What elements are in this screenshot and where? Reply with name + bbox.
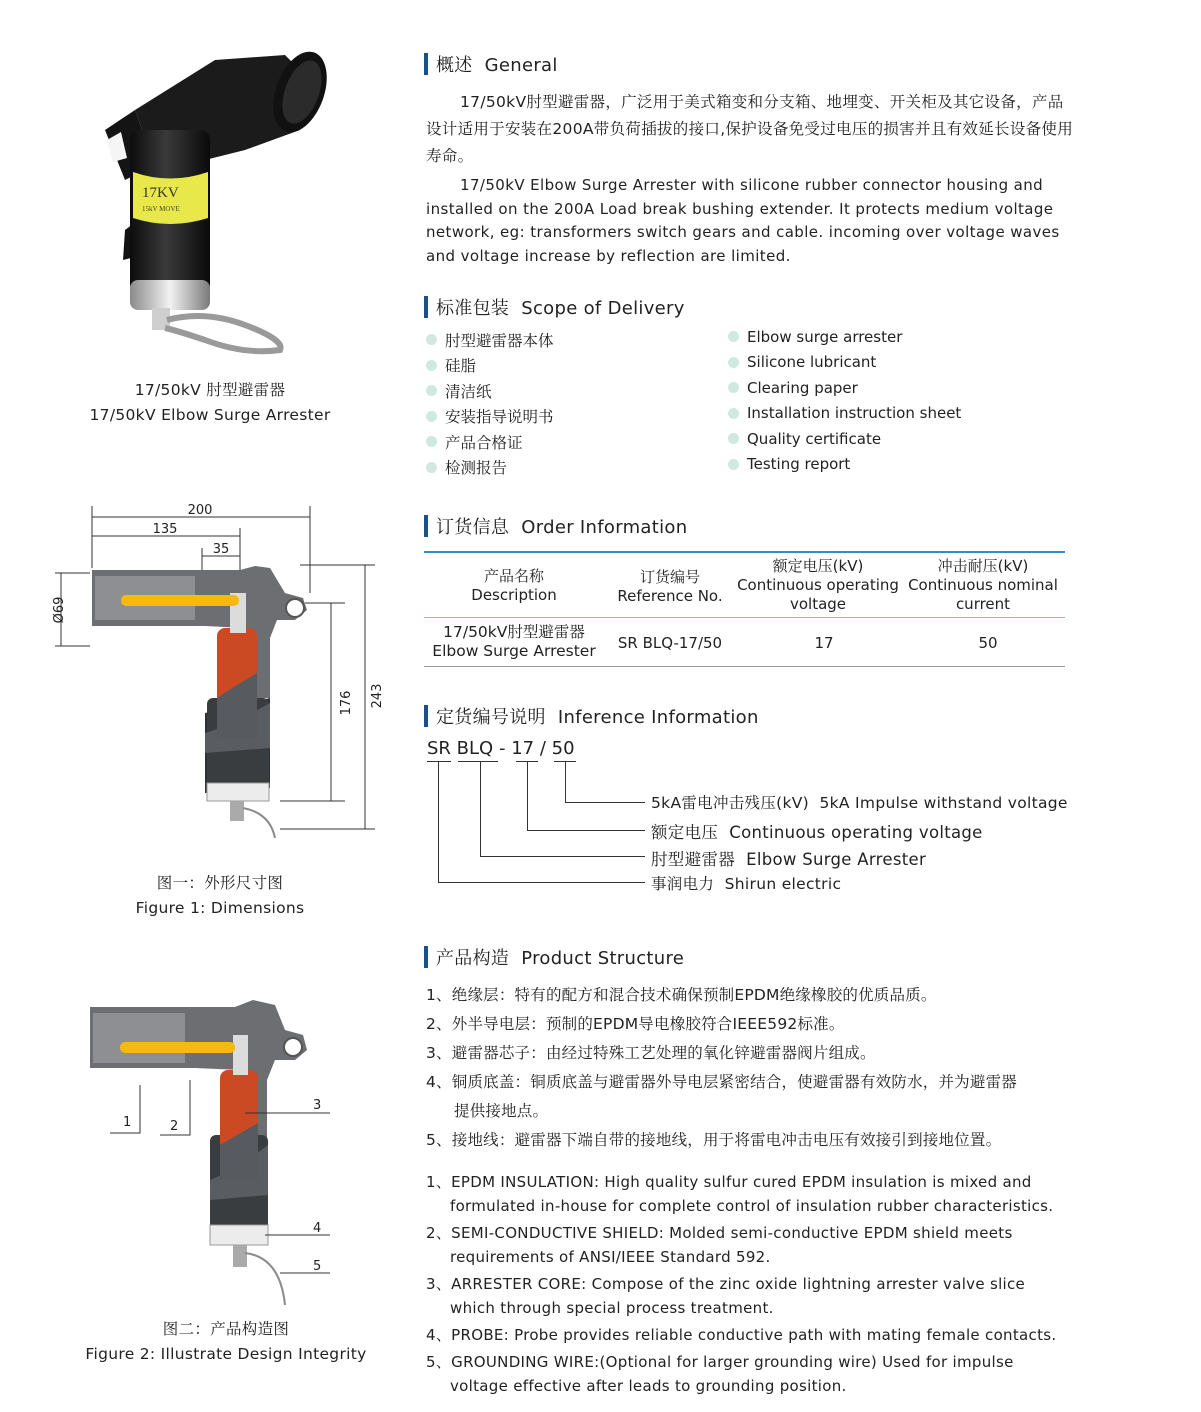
connector-line [480, 762, 481, 856]
list-item: 2、外半导电层：预制的EPDM导电橡胶符合IEEE592标准。 [426, 1015, 845, 1033]
list-item: Silicone lubricant [728, 350, 961, 376]
table-rule-mid [424, 617, 1065, 618]
dim-135: 135 [152, 522, 178, 537]
dim-176: 176 [339, 690, 354, 716]
inference-line-4: 事润电力 Shirun electric [651, 875, 842, 893]
order-header [424, 514, 687, 538]
bullet-icon [728, 331, 739, 342]
section-marker [424, 705, 428, 727]
list-item: 3、避雷器芯子：由经过特殊工艺处理的氧化锌避雷器阀片组成。 [426, 1044, 876, 1062]
cell-description: 17/50kV肘型避雷器 Elbow Surge Arrester [432, 623, 596, 660]
order-title-en: Order Information [521, 517, 688, 538]
cell-reference: SR BLQ-17/50 [617, 634, 723, 652]
bullet-icon [426, 436, 437, 447]
inference-title-en: Inference Information [557, 707, 759, 728]
connector-line [565, 802, 645, 803]
figure2-caption [66, 1317, 386, 1367]
section-marker [424, 296, 428, 318]
list-item: 1、绝缘层：特有的配方和混合技术确保预制EPDM绝缘橡胶的优质品质。 [426, 986, 937, 1004]
table-rule-top [424, 551, 1065, 553]
connector-line [438, 762, 439, 882]
list-item-continued: 提供接地点。 [454, 1102, 549, 1120]
section-marker [424, 946, 428, 968]
header-current: 冲击耐压(kV) Continuous nominal current [908, 557, 1058, 613]
list-item: 4、PROBE: Probe provides reliable conductive path with mating female contacts. [426, 1326, 1057, 1344]
code-underline [458, 761, 498, 762]
delivery-list-cn [426, 327, 554, 480]
product-caption-en: 17/50kV Elbow Surge Arrester [89, 406, 331, 424]
band-text: 17KV [142, 185, 179, 201]
figure2-caption-en: Figure 2: Illustrate Design Integrity [85, 1345, 367, 1363]
list-item: Testing report [728, 452, 961, 478]
list-item: 肘型避雷器本体 [426, 327, 554, 353]
dim-200: 200 [187, 503, 213, 518]
list-item: Clearing paper [728, 375, 961, 401]
callout-3: 3 [313, 1098, 322, 1113]
list-item: 检测报告 [426, 455, 554, 481]
callout-4: 4 [313, 1221, 322, 1236]
list-item: 安装指导说明书 [426, 404, 554, 430]
connector-line [527, 762, 528, 830]
delivery-list-en [728, 324, 961, 477]
structure-header [424, 945, 684, 969]
general-title-cn: 概述 [436, 55, 473, 76]
general-title-en: General [484, 55, 558, 76]
bullet-icon [728, 459, 739, 470]
callout-1: 1 [123, 1115, 132, 1130]
list-item: 3、ARRESTER CORE: Compose of the zinc oxide lightning arrester valve slice which through special process treatment. [426, 1275, 1026, 1317]
bullet-icon [728, 408, 739, 419]
product-photo [95, 40, 340, 370]
connector-line [438, 882, 645, 883]
figure1-caption-en: Figure 1: Dimensions [135, 899, 305, 917]
structure-drawing [85, 995, 335, 1305]
bullet-icon [426, 360, 437, 371]
list-item: 5、接地线：避雷器下端自带的接地线，用于将雷电冲击电压有效接引到接地位置。 [426, 1131, 1002, 1149]
dim-243: 243 [370, 683, 385, 709]
list-item: 产品合格证 [426, 429, 554, 455]
bullet-icon [728, 382, 739, 393]
cell-voltage: 17 [814, 634, 834, 652]
list-item: 清洁纸 [426, 378, 554, 404]
list-item: 2、SEMI-CONDUCTIVE SHIELD: Molded semi-conductive EPDM shield meets requirements of ANSI/IEEE Standard 592. [426, 1224, 1013, 1266]
structure-title-en: Product Structure [521, 948, 685, 969]
general-para-cn: 17/50kV肘型避雷器，广泛用于美式箱变和分支箱、地埋变、开关柜及其它设备，产品设计适用于安装在200A带负荷插拔的接口,保护设备免受过电压的损害并且有效延长设备使用寿命。 [426, 93, 1074, 165]
delivery-header [424, 295, 685, 319]
inference-line-2: 额定电压 Continuous operating voltage [651, 823, 983, 842]
inference-code: SR BLQ - 17 / 50 [427, 738, 575, 759]
figure2-caption-cn: 图二：产品构造图 [162, 1320, 290, 1338]
connector-line [565, 762, 566, 802]
list-item: Elbow surge arrester [728, 324, 961, 350]
structure-list-en [426, 1170, 1086, 1401]
delivery-title-en: Scope of Delivery [521, 298, 685, 319]
list-item: 5、GROUNDING WIRE:(Optional for larger grounding wire) Used for impulse voltage effective after leads to grounding position. [426, 1353, 1014, 1395]
list-item: 4、铜质底盖：铜质底盖与避雷器外导电层紧密结合，使避雷器有效防水，并为避雷器 [426, 1073, 1017, 1091]
code-underline [427, 761, 451, 762]
product-caption [60, 378, 360, 428]
order-title-cn: 订货信息 [436, 517, 510, 538]
dimensions-drawing [45, 498, 395, 838]
dim-35: 35 [212, 542, 230, 557]
delivery-title-cn: 标准包装 [436, 298, 510, 319]
connector-line [527, 830, 645, 831]
bullet-icon [728, 433, 739, 444]
section-marker [424, 515, 428, 537]
dim-69: Ø69 [52, 596, 67, 624]
bullet-icon [426, 411, 437, 422]
inference-title-cn: 定货编号说明 [436, 707, 546, 728]
header-reference: 订货编号 Reference No. [617, 568, 723, 605]
cell-current: 50 [978, 634, 998, 652]
general-header [424, 52, 558, 76]
figure1-caption [70, 871, 370, 921]
figure1-caption-cn: 图一：外形尺寸图 [156, 874, 284, 892]
inference-line-3: 肘型避雷器 Elbow Surge Arrester [651, 850, 927, 869]
list-item: 硅脂 [426, 353, 554, 379]
list-item: Quality certificate [728, 426, 961, 452]
bullet-icon [426, 334, 437, 345]
product-caption-cn: 17/50kV 肘型避雷器 [134, 381, 286, 399]
structure-list-cn [426, 981, 1086, 1155]
bullet-icon [426, 462, 437, 473]
callout-5: 5 [313, 1259, 322, 1274]
callout-2: 2 [170, 1119, 179, 1134]
table-rule-bottom [424, 666, 1065, 667]
inference-line-1: 5kA雷电冲击残压(kV) 5kA Impulse withstand voltage [651, 794, 1068, 812]
list-item: Installation instruction sheet [728, 401, 961, 427]
inference-header [424, 704, 759, 728]
structure-title-cn: 产品构造 [436, 948, 510, 969]
band-subtext: 15kV MOVE [142, 205, 180, 213]
connector-line [480, 856, 645, 857]
bullet-icon [728, 357, 739, 368]
header-description: 产品名称 Description [471, 567, 557, 604]
section-marker [424, 53, 428, 75]
header-voltage: 额定电压(kV) Continuous operating voltage [737, 557, 899, 613]
bullet-icon [426, 385, 437, 396]
list-item: 1、EPDM INSULATION: High quality sulfur cured EPDM insulation is mixed and formulated in-house for complete control of insulation rubber characteristics. [426, 1173, 1054, 1215]
general-para-en: 17/50kV Elbow Surge Arrester with silicone rubber connector housing and installed on the 200A Load break bushing extender. It protects medium voltage network, eg: transformers switch gears and cable. incoming over voltage waves and voltage increase by reflection are limited. [426, 176, 1060, 265]
